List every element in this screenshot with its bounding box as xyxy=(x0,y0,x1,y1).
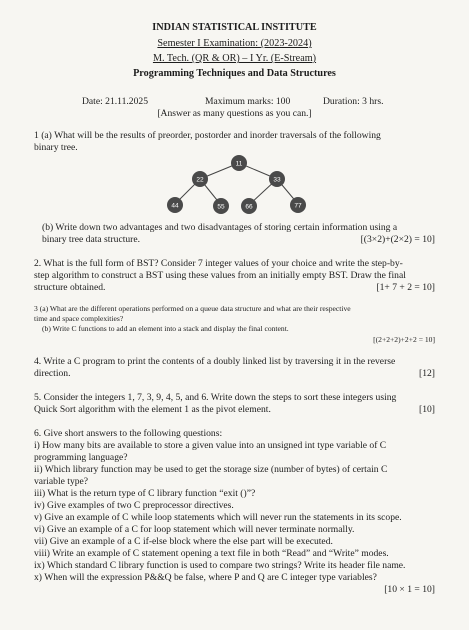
programme-line: M. Tech. (QR & OR) – I Yr. (E-Stream) xyxy=(152,53,317,64)
tree-node-66 xyxy=(241,198,257,214)
svg-text:44: 44 xyxy=(171,202,179,210)
q6-ii-line2: variable type? xyxy=(34,476,89,487)
q3-marks: [(2+2+2)+2+2 = 10] xyxy=(373,335,435,344)
q6-iv: iv) Give examples of two C preprocessor directives. xyxy=(34,500,234,511)
tree-node-22 xyxy=(192,171,208,187)
subject-title: Programming Techniques and Data Structures xyxy=(133,68,336,79)
q4-line2: direction. xyxy=(34,368,71,379)
q2-line1: 2. What is the full form of BST? Consider 7 integer values of your choice and write the step-by- xyxy=(34,258,403,269)
q5-line1: 5. Consider the integers 1, 7, 3, 9, 4, 5, and 6. Write down the steps to sort these integers using xyxy=(34,392,397,403)
q4-line1: 4. Write a C program to print the contents of a doubly linked list by traversing it in the reverse xyxy=(34,356,396,367)
q6-iii: iii) What is the return type of C library function “exit ()”? xyxy=(34,488,256,499)
q6-ix: ix) Which standard C library function is used to compare two strings? Write its header file name. xyxy=(34,560,406,571)
q5-marks: [10] xyxy=(419,404,435,415)
q2-marks: [1+ 7 + 2 = 10] xyxy=(376,282,435,293)
q1b-line1: (b) Write down two advantages and two disadvantages of storing certain information using a xyxy=(42,222,398,233)
tree-node-33 xyxy=(269,171,285,187)
svg-text:77: 77 xyxy=(294,202,302,210)
tree-node-55 xyxy=(213,198,229,214)
q2-line2: step algorithm to construct a BST using these values from an initially empty BST. Draw the final xyxy=(34,270,406,281)
q3b-line: (b) Write C functions to add an element into a stack and display the final content. xyxy=(42,324,289,333)
semester-line: Semester I Examination: (2023-2024) xyxy=(157,38,312,49)
q6-i-line1: i) How many bits are available to store a given value into an unsigned int type variable of C xyxy=(34,440,387,451)
institute-name: INDIAN STATISTICAL INSTITUTE xyxy=(152,22,317,33)
svg-text:66: 66 xyxy=(245,203,253,211)
q6-x: x) When will the expression P&&Q be false, where P and Q are C integer type variables? xyxy=(34,572,377,583)
q6-viii: viii) Write an example of C statement opening a text file in both “Read” and “Write” modes. xyxy=(34,548,389,559)
q2-line3: structure obtained. xyxy=(34,282,106,293)
binary-tree-diagram xyxy=(150,150,320,220)
tree-node-77 xyxy=(290,197,306,213)
q6-vi: vi) Give an example of a C for loop statement which will never terminate normally. xyxy=(34,524,355,535)
q6-ii-line1: ii) Which library function may be used to get the storage size (number of bytes) of certain C xyxy=(34,464,388,475)
q6-i-line2: programming language? xyxy=(34,452,128,463)
duration: Duration: 3 hrs. xyxy=(323,96,384,107)
q1a-line1: 1 (a) What will be the results of preorder, postorder and inorder traversals of the following xyxy=(34,130,381,141)
q4-marks: [12] xyxy=(419,368,435,379)
q3a-line2: time and space complexities? xyxy=(34,314,124,323)
q3a-line1: 3 (a) What are the different operations performed on a queue data structure and what are their respective xyxy=(34,304,351,313)
max-marks: Maximum marks: 100 xyxy=(205,96,291,107)
q5-line2: Quick Sort algorithm with the element 1 as the pivot element. xyxy=(34,404,271,415)
svg-text:11: 11 xyxy=(235,160,243,168)
svg-text:33: 33 xyxy=(273,176,281,184)
q1b-line2: binary tree data structure. xyxy=(42,234,141,245)
svg-text:22: 22 xyxy=(196,176,204,184)
q6-vii: vii) Give an example of a C if-else block where the else part will be executed. xyxy=(34,536,333,547)
exam-date: Date: 21.11.2025 xyxy=(82,96,148,107)
q6-intro: 6. Give short answers to the following questions: xyxy=(34,428,223,439)
svg-text:55: 55 xyxy=(217,203,225,211)
answer-note: [Answer as many questions as you can.] xyxy=(157,108,312,119)
tree-node-11 xyxy=(231,155,247,171)
q6-v: v) Give an example of C while loop statements which will never run the statements in its scope. xyxy=(34,512,402,523)
tree-node-44 xyxy=(167,197,183,213)
q1-marks: [(3×2)+(2×2) = 10] xyxy=(360,234,435,245)
q6-marks: [10 × 1 = 10] xyxy=(384,584,435,595)
q1a-line2: binary tree. xyxy=(34,142,78,153)
